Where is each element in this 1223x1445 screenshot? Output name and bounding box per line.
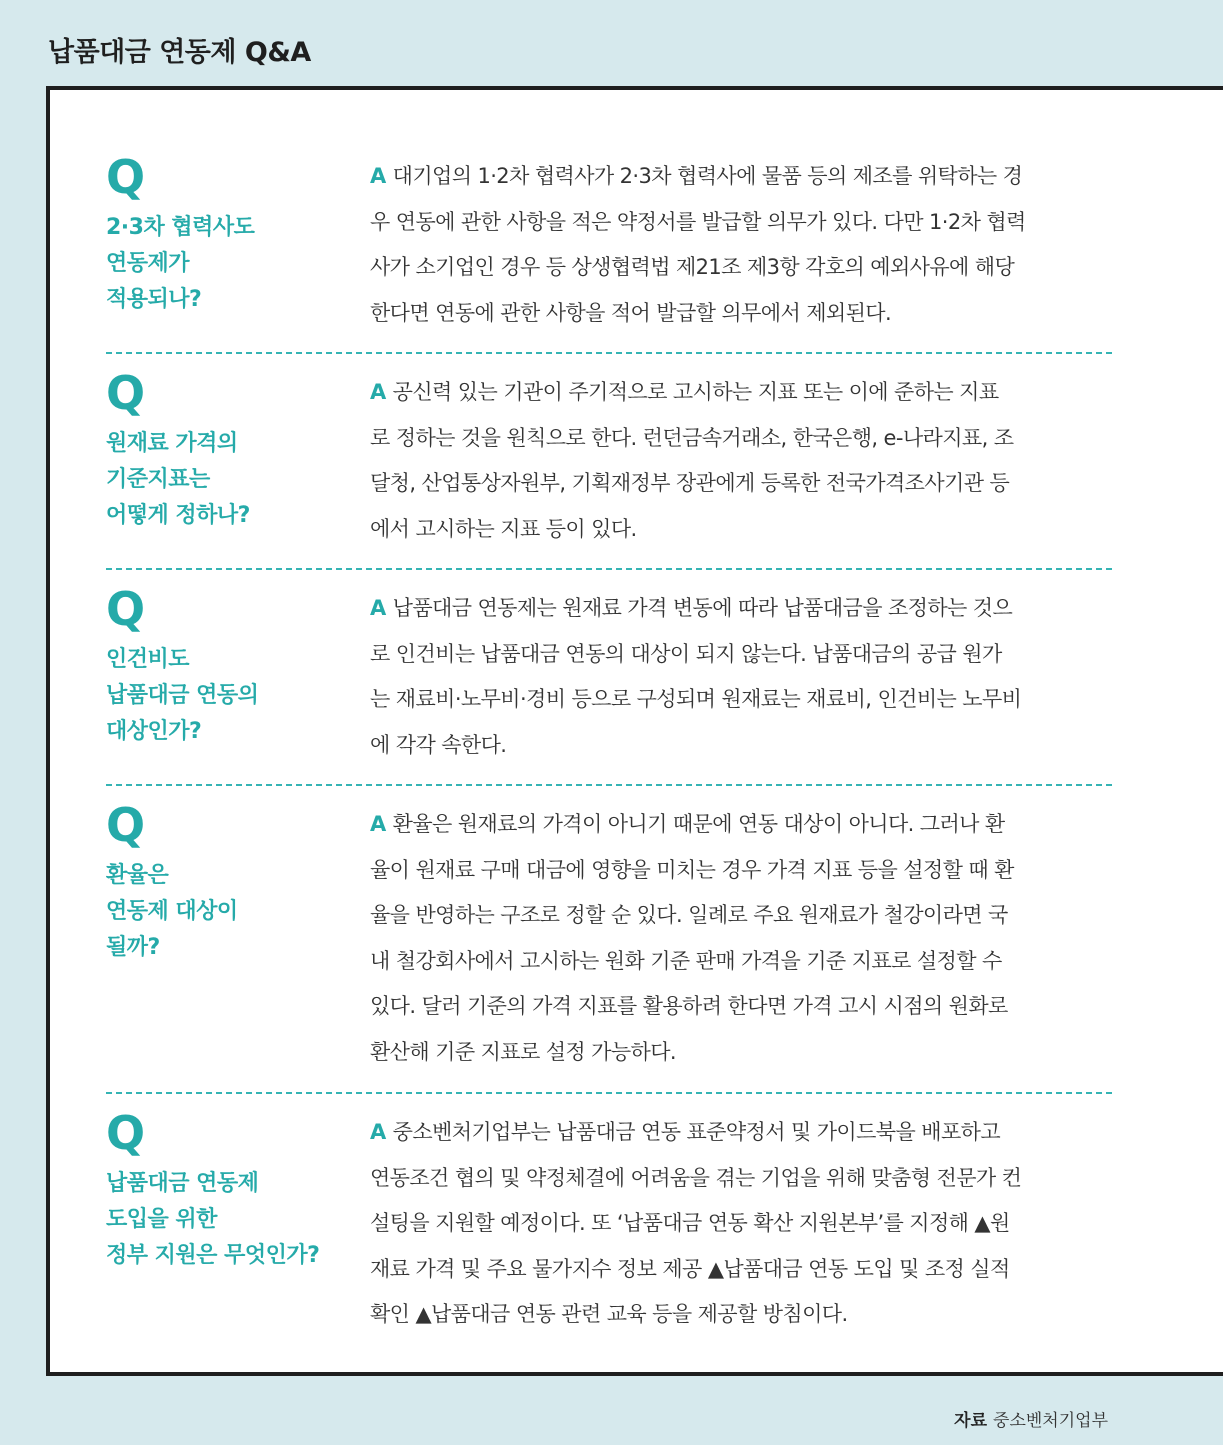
answer-line: 율이 원재료 구매 대금에 영향을 미치는 경우 가격 지표 등을 설정할 때 환 bbox=[370, 857, 1014, 882]
answer-text bbox=[370, 154, 1112, 336]
answer-line: 재료 가격 및 주요 물가지수 정보 제공 ▲납품대금 연동 도입 및 조정 실적 bbox=[370, 1256, 1010, 1281]
question-mark: Q bbox=[106, 1106, 146, 1160]
answer-line: A 대기업의 1·2차 협력사가 2·3차 협력사에 물품 등의 제조를 위탁하는 경 bbox=[370, 164, 1023, 188]
answer-mark: A bbox=[370, 380, 386, 404]
question-line: 대상인가? bbox=[106, 719, 202, 744]
question-mark: Q bbox=[106, 366, 146, 420]
question-mark: Q bbox=[106, 150, 146, 204]
answer-line: 율을 반영하는 구조로 정할 순 있다. 일례로 주요 원재료가 철강이라면 국 bbox=[370, 903, 1008, 927]
question-column bbox=[106, 798, 366, 966]
source-credit bbox=[954, 1406, 1108, 1431]
answer-line: A 납품대금 연동제는 원재료 가격 변동에 따라 납품대금을 조정하는 것으 bbox=[370, 596, 1013, 620]
question-column bbox=[106, 582, 366, 750]
question-line: 환율은 bbox=[106, 863, 169, 888]
question-text bbox=[106, 1166, 366, 1274]
answer-line: 있다. 달러 기준의 가격 지표를 활용하려 한다면 가격 고시 시점의 원화로 bbox=[370, 994, 1008, 1018]
answer-line: 확인 ▲납품대금 연동 관련 교육 등을 제공할 방침이다. bbox=[370, 1302, 848, 1326]
answer-line: 달청, 산업통상자원부, 기획재정부 장관에게 등록한 전국가격조사기관 등 bbox=[370, 471, 1010, 495]
answer-line: 는 재료비·노무비·경비 등으로 구성되며 원재료는 재료비, 인건비는 노무비 bbox=[370, 687, 1022, 711]
answer-line: 설팅을 지원할 예정이다. 또 ‘납품대금 연동 확산 지원본부’를 지정해 ▲원 bbox=[370, 1211, 1010, 1235]
question-line: 정부 지원은 무엇인가? bbox=[106, 1243, 320, 1268]
question-text bbox=[106, 858, 366, 966]
answer-line: A 공신력 있는 기관이 주기적으로 고시하는 지표 또는 이에 준하는 지표 bbox=[370, 380, 999, 404]
question-mark: Q bbox=[106, 798, 146, 852]
qa-item bbox=[106, 150, 1112, 354]
question-line: 도입을 위한 bbox=[106, 1207, 217, 1232]
answer-text bbox=[370, 370, 1112, 552]
qa-item bbox=[106, 582, 1112, 786]
question-mark: Q bbox=[106, 582, 146, 636]
answer-line: 에서 고시하는 지표 등이 있다. bbox=[370, 516, 637, 541]
question-line: 납품대금 연동제 bbox=[106, 1171, 259, 1196]
question-column bbox=[106, 150, 366, 318]
question-line: 될까? bbox=[106, 935, 160, 960]
qa-item bbox=[106, 366, 1112, 570]
source-text: 중소벤처기업부 bbox=[993, 1411, 1108, 1431]
question-column bbox=[106, 366, 366, 534]
question-text bbox=[106, 426, 366, 534]
answer-text bbox=[370, 1110, 1112, 1338]
answer-line: 로 정하는 것을 원칙으로 한다. 런던금속거래소, 한국은행, e-나라지표, 조 bbox=[370, 425, 1014, 450]
question-line: 납품대금 연동의 bbox=[106, 683, 259, 708]
answer-mark: A bbox=[370, 812, 386, 836]
question-text bbox=[106, 642, 366, 750]
answer-line: 환산해 기준 지표로 설정 가능하다. bbox=[370, 1039, 676, 1064]
question-line: 원재료 가격의 bbox=[106, 431, 238, 456]
answer-line: 내 철강회사에서 고시하는 원화 기준 판매 가격을 기준 지표로 설정할 수 bbox=[370, 948, 1002, 973]
question-line: 연동제 대상이 bbox=[106, 899, 238, 924]
answer-line: A 환율은 원재료의 가격이 아니기 때문에 연동 대상이 아니다. 그러나 환 bbox=[370, 812, 1005, 836]
answer-line: 로 인건비는 납품대금 연동의 대상이 되지 않는다. 납품대금의 공급 원가 bbox=[370, 641, 1002, 666]
question-line: 기준지표는 bbox=[106, 467, 210, 492]
answer-line: 사가 소기업인 경우 등 상생협력법 제21조 제3항 각호의 예외사유에 해당 bbox=[370, 255, 1015, 279]
page-title: 납품대금 연동제 Q&A bbox=[48, 37, 311, 68]
answer-text bbox=[370, 586, 1112, 768]
question-line: 2·3차 협력사도 bbox=[106, 215, 255, 240]
answer-line: 연동조건 협의 및 약정체결에 어려움을 겪는 기업을 위해 맞춤형 전문가 컨 bbox=[370, 1165, 1022, 1190]
qa-item bbox=[106, 798, 1112, 1094]
question-line: 인건비도 bbox=[106, 647, 190, 672]
question-line: 연동제가 bbox=[106, 251, 190, 276]
question-line: 어떻게 정하나? bbox=[106, 503, 250, 528]
answer-text bbox=[370, 802, 1112, 1075]
answer-mark: A bbox=[370, 596, 386, 620]
answer-line: 우 연동에 관한 사항을 적은 약정서를 발급할 의무가 있다. 다만 1·2차 협력 bbox=[370, 209, 1026, 234]
question-column bbox=[106, 1106, 366, 1274]
answer-mark: A bbox=[370, 1120, 386, 1144]
answer-line: A 중소벤처기업부는 납품대금 연동 표준약정서 및 가이드북을 배포하고 bbox=[370, 1120, 1000, 1144]
question-text bbox=[106, 210, 366, 318]
answer-line: 한다면 연동에 관한 사항을 적어 발급할 의무에서 제외된다. bbox=[370, 300, 892, 325]
qa-item bbox=[106, 1106, 1112, 1350]
answer-mark: A bbox=[370, 164, 386, 188]
source-label: 자료 bbox=[954, 1411, 988, 1431]
qa-panel bbox=[46, 86, 1223, 1376]
answer-line: 에 각각 속한다. bbox=[370, 732, 507, 757]
question-line: 적용되나? bbox=[106, 287, 202, 312]
